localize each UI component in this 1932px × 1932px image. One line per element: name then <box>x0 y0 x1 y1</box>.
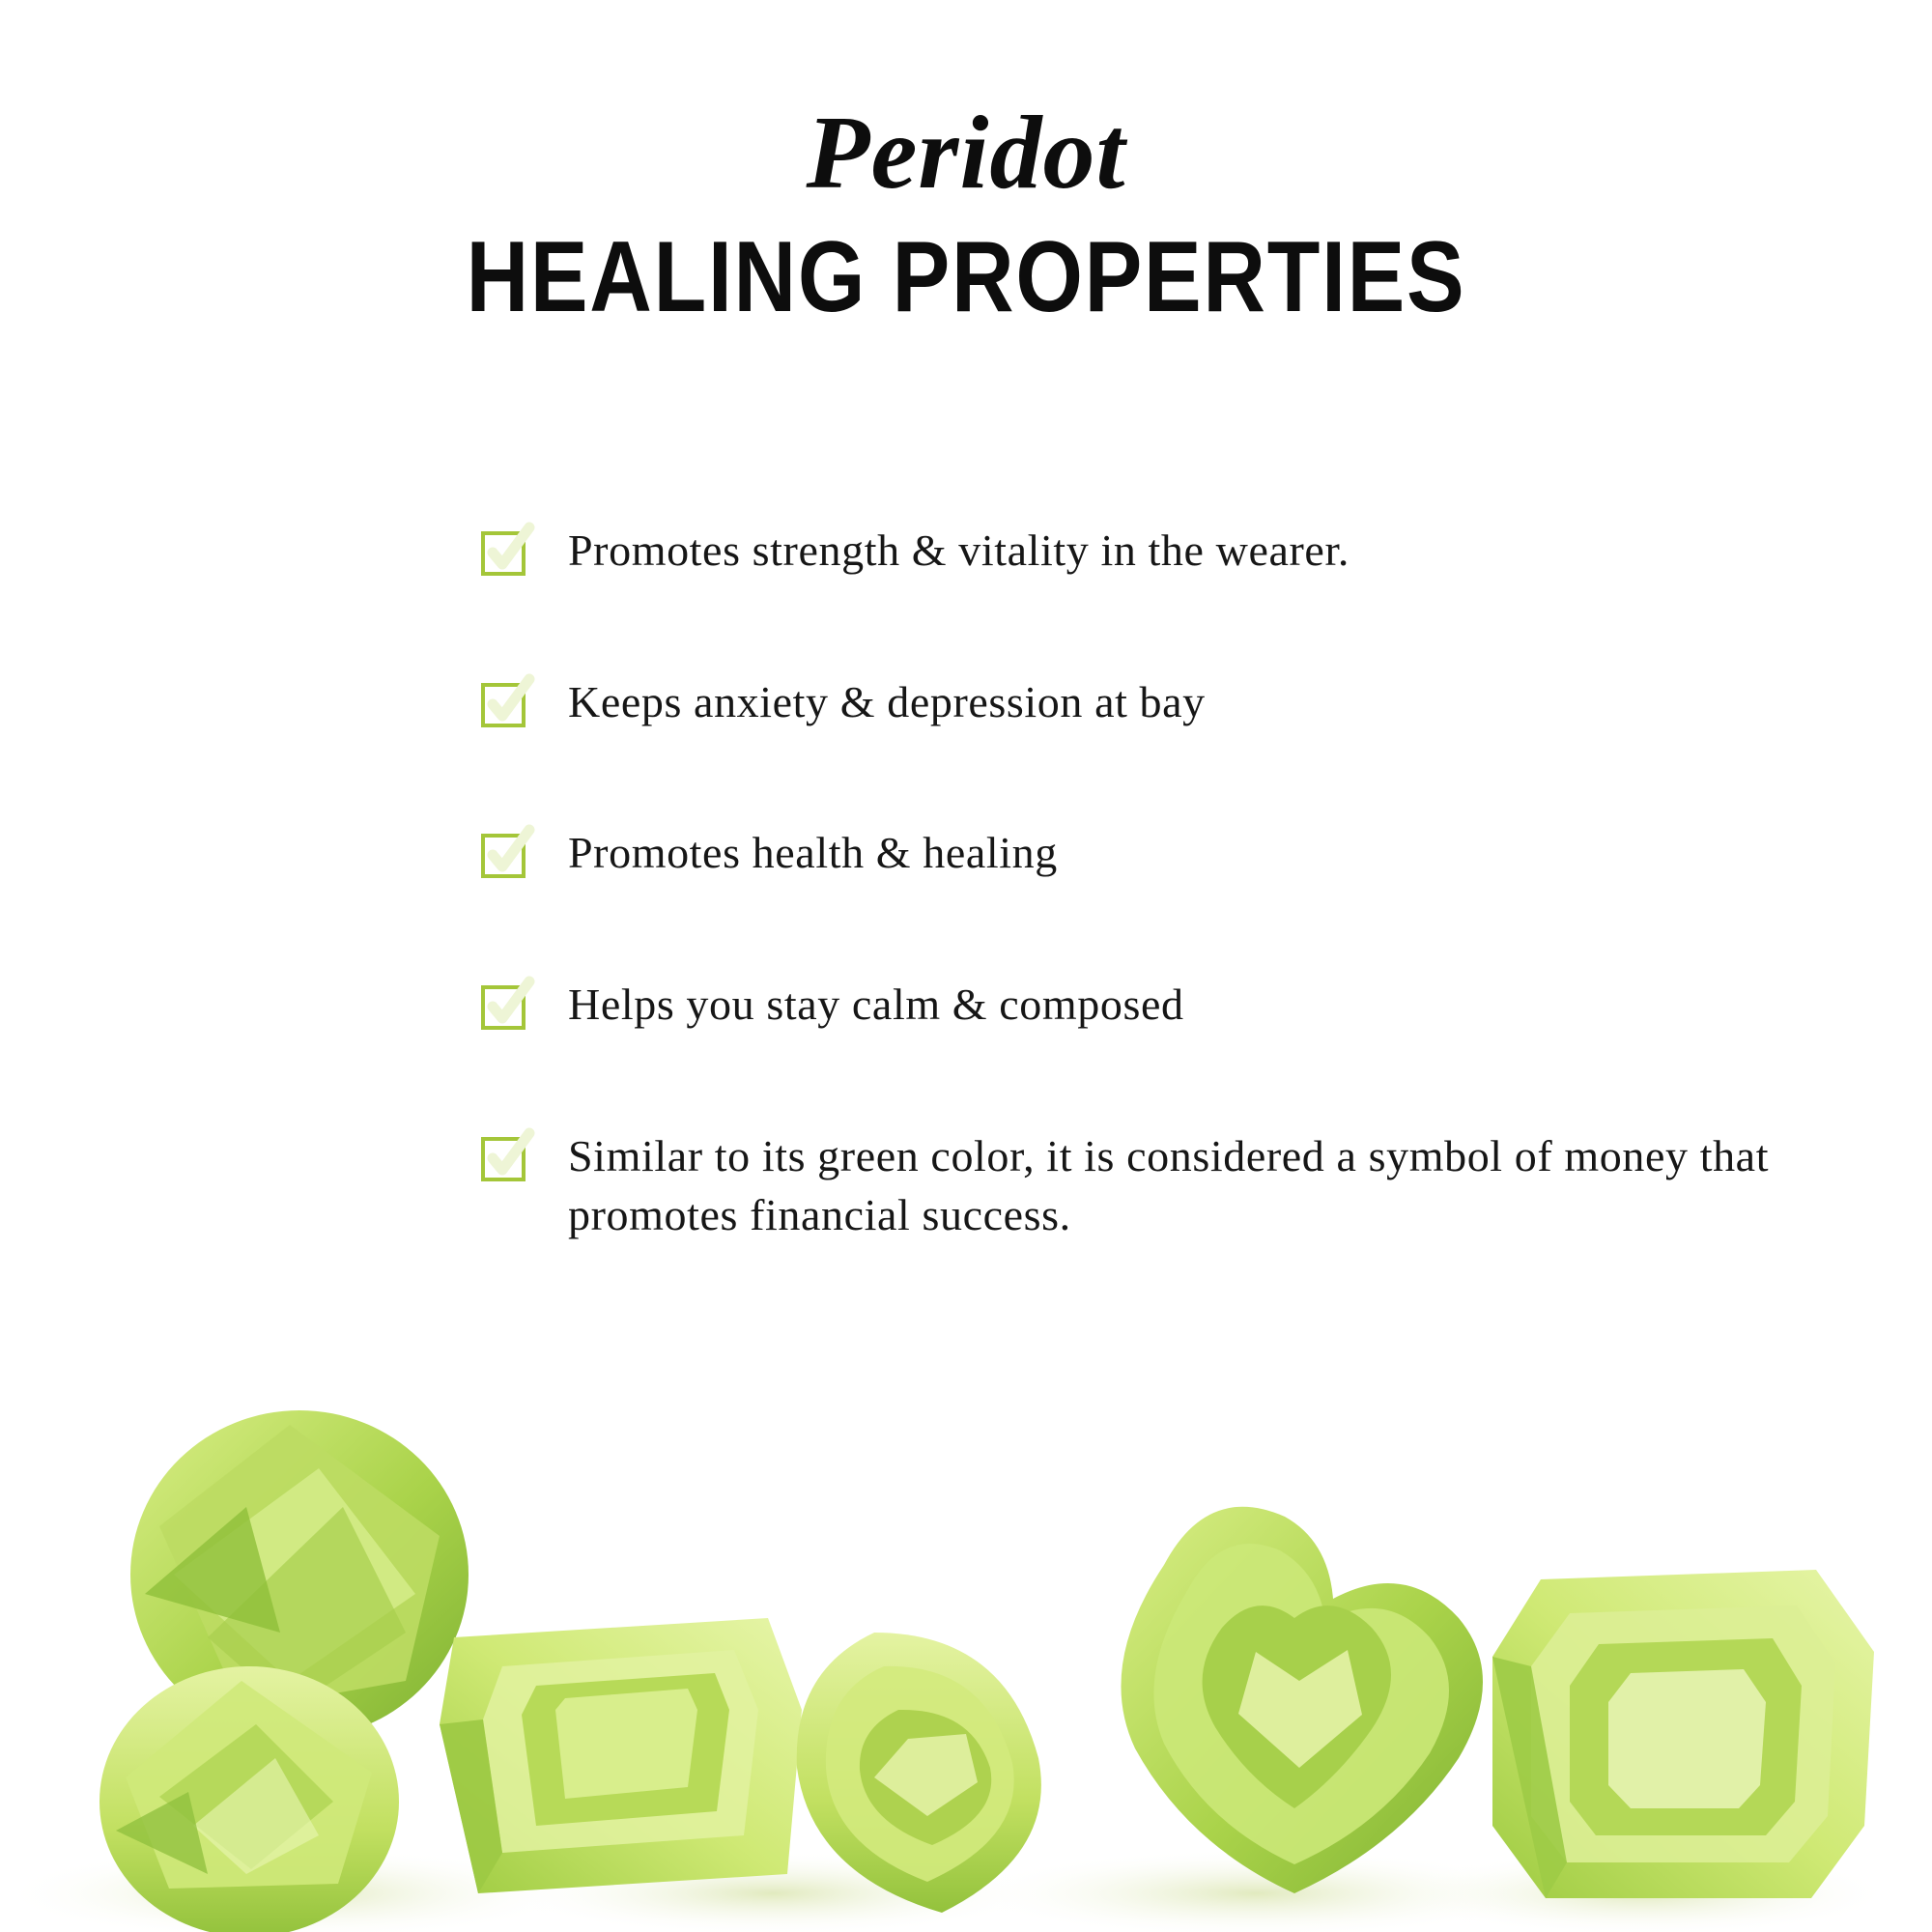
peridot-gemstones-image <box>0 1391 1932 1932</box>
emerald-cut-gem <box>440 1618 802 1893</box>
list-item <box>481 1127 1806 1244</box>
checkbox-checked-icon <box>481 985 526 1030</box>
checkbox-checked-icon <box>481 683 526 727</box>
list-item <box>481 522 1806 581</box>
square-cut-gem <box>1492 1570 1874 1898</box>
list-item-label: Similar to its green color, it is considered a symbol of money that promotes financial success. <box>568 1130 1770 1239</box>
heart-cut-gem <box>1121 1507 1483 1893</box>
list-item-label: Promotes health & healing <box>568 828 1058 878</box>
list-item <box>481 824 1806 883</box>
round-cut-gem-small <box>99 1666 399 1932</box>
checkbox-checked-icon <box>481 834 526 878</box>
page-title: HEALING PROPERTIES <box>466 221 1466 333</box>
list-item <box>481 673 1806 732</box>
healing-properties-list <box>481 522 1806 1244</box>
checkbox-checked-icon <box>481 1137 526 1181</box>
page-header <box>0 0 1932 333</box>
list-item-label: Promotes strength & vitality in the wearer. <box>568 526 1350 575</box>
checkbox-checked-icon <box>481 531 526 576</box>
page-title-script: Peridot <box>806 96 1126 211</box>
list-item-label: Helps you stay calm & composed <box>568 980 1184 1030</box>
list-item-label: Keeps anxiety & depression at bay <box>568 676 1206 726</box>
list-item <box>481 976 1806 1035</box>
